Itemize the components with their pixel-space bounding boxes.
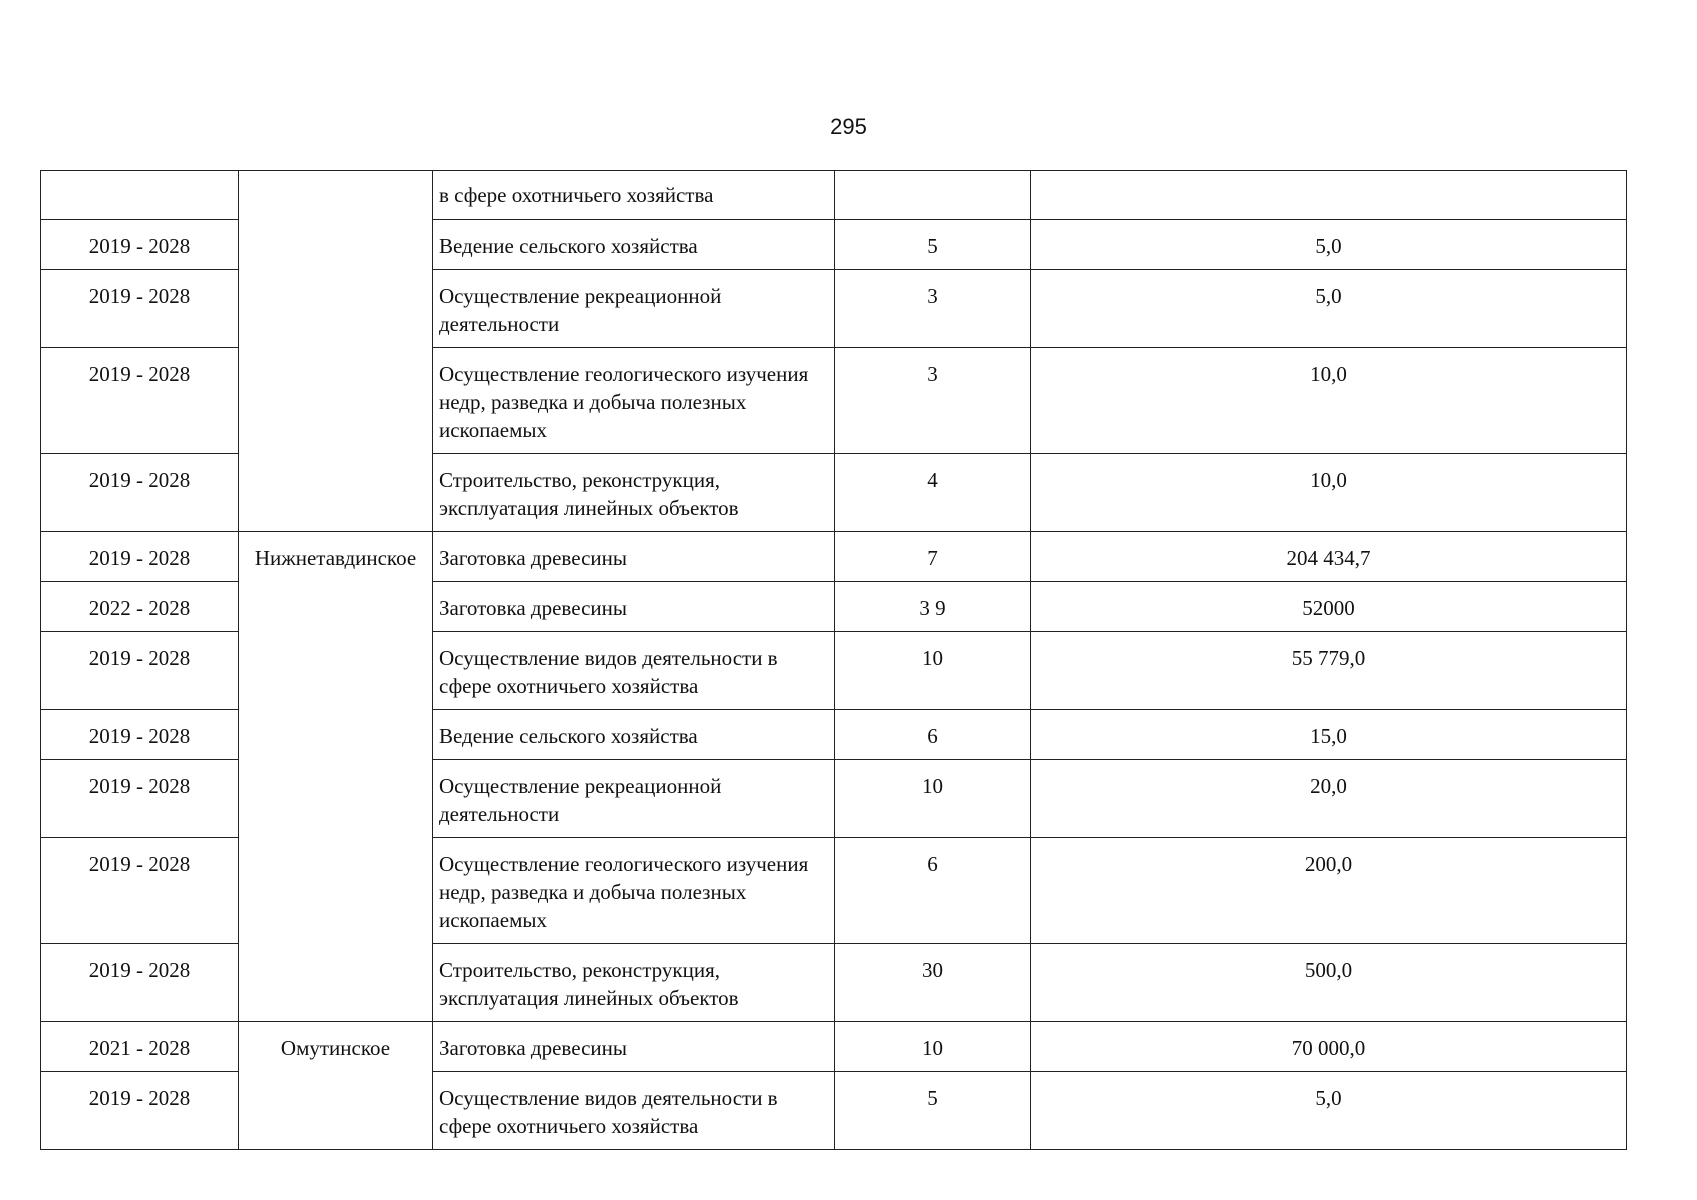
count-cell: 3	[835, 348, 1031, 454]
volume-cell: 500,0	[1031, 944, 1627, 1022]
activity-cell: в сфере охотничьего хозяйства	[433, 171, 835, 220]
activity-cell: Ведение сельского хозяйства	[433, 710, 835, 760]
period-cell: 2019 - 2028	[41, 1072, 239, 1150]
count-cell: 5	[835, 220, 1031, 270]
period-cell: 2019 - 2028	[41, 532, 239, 582]
district-cell	[239, 171, 433, 532]
activity-cell: Заготовка древесины	[433, 532, 835, 582]
count-cell: 4	[835, 454, 1031, 532]
activity-cell: Осуществление рекреационной деятельности	[433, 760, 835, 838]
volume-cell: 55 779,0	[1031, 632, 1627, 710]
period-cell: 2022 - 2028	[41, 582, 239, 632]
period-cell: 2019 - 2028	[41, 220, 239, 270]
activity-cell: Осуществление рекреационной деятельности	[433, 270, 835, 348]
table-row	[41, 1022, 1627, 1072]
period-cell: 2021 - 2028	[41, 1022, 239, 1072]
volume-cell: 5,0	[1031, 220, 1627, 270]
volume-cell: 70 000,0	[1031, 1022, 1627, 1072]
activity-cell: Заготовка древесины	[433, 1022, 835, 1072]
count-cell: 6	[835, 838, 1031, 944]
count-cell: 3	[835, 270, 1031, 348]
count-cell	[835, 171, 1031, 220]
count-cell: 6	[835, 710, 1031, 760]
volume-cell: 5,0	[1031, 1072, 1627, 1150]
period-cell: 2019 - 2028	[41, 270, 239, 348]
data-table	[40, 170, 1627, 1150]
table-row	[41, 532, 1627, 582]
volume-cell: 10,0	[1031, 454, 1627, 532]
district-cell: Омутинское	[239, 1022, 433, 1150]
volume-cell	[1031, 171, 1627, 220]
activity-cell: Строительство, реконструкция, эксплуатация линейных объектов	[433, 944, 835, 1022]
volume-cell: 204 434,7	[1031, 532, 1627, 582]
volume-cell: 20,0	[1031, 760, 1627, 838]
volume-cell: 5,0	[1031, 270, 1627, 348]
count-cell: 30	[835, 944, 1031, 1022]
count-cell: 3 9	[835, 582, 1031, 632]
volume-cell: 52000	[1031, 582, 1627, 632]
activity-cell: Заготовка древесины	[433, 582, 835, 632]
period-cell: 2019 - 2028	[41, 454, 239, 532]
activity-cell: Осуществление видов деятельности в сфере охотничьего хозяйства	[433, 1072, 835, 1150]
activity-cell: Строительство, реконструкция, эксплуатация линейных объектов	[433, 454, 835, 532]
period-cell	[41, 171, 239, 220]
count-cell: 10	[835, 632, 1031, 710]
page-number: 295	[830, 114, 867, 139]
table-row	[41, 171, 1627, 220]
activity-cell: Осуществление видов деятельности в сфере охотничьего хозяйства	[433, 632, 835, 710]
period-cell: 2019 - 2028	[41, 838, 239, 944]
count-cell: 10	[835, 760, 1031, 838]
volume-cell: 15,0	[1031, 710, 1627, 760]
period-cell: 2019 - 2028	[41, 632, 239, 710]
district-cell: Нижнетавдинское	[239, 532, 433, 1022]
period-cell: 2019 - 2028	[41, 760, 239, 838]
activity-cell: Осуществление геологического изучения недр, разведка и добыча полезных ископаемых	[433, 838, 835, 944]
period-cell: 2019 - 2028	[41, 348, 239, 454]
period-cell: 2019 - 2028	[41, 710, 239, 760]
activity-cell: Ведение сельского хозяйства	[433, 220, 835, 270]
count-cell: 7	[835, 532, 1031, 582]
volume-cell: 10,0	[1031, 348, 1627, 454]
activity-cell: Осуществление геологического изучения недр, разведка и добыча полезных ископаемых	[433, 348, 835, 454]
period-cell: 2019 - 2028	[41, 944, 239, 1022]
volume-cell: 200,0	[1031, 838, 1627, 944]
count-cell: 10	[835, 1022, 1031, 1072]
count-cell: 5	[835, 1072, 1031, 1150]
